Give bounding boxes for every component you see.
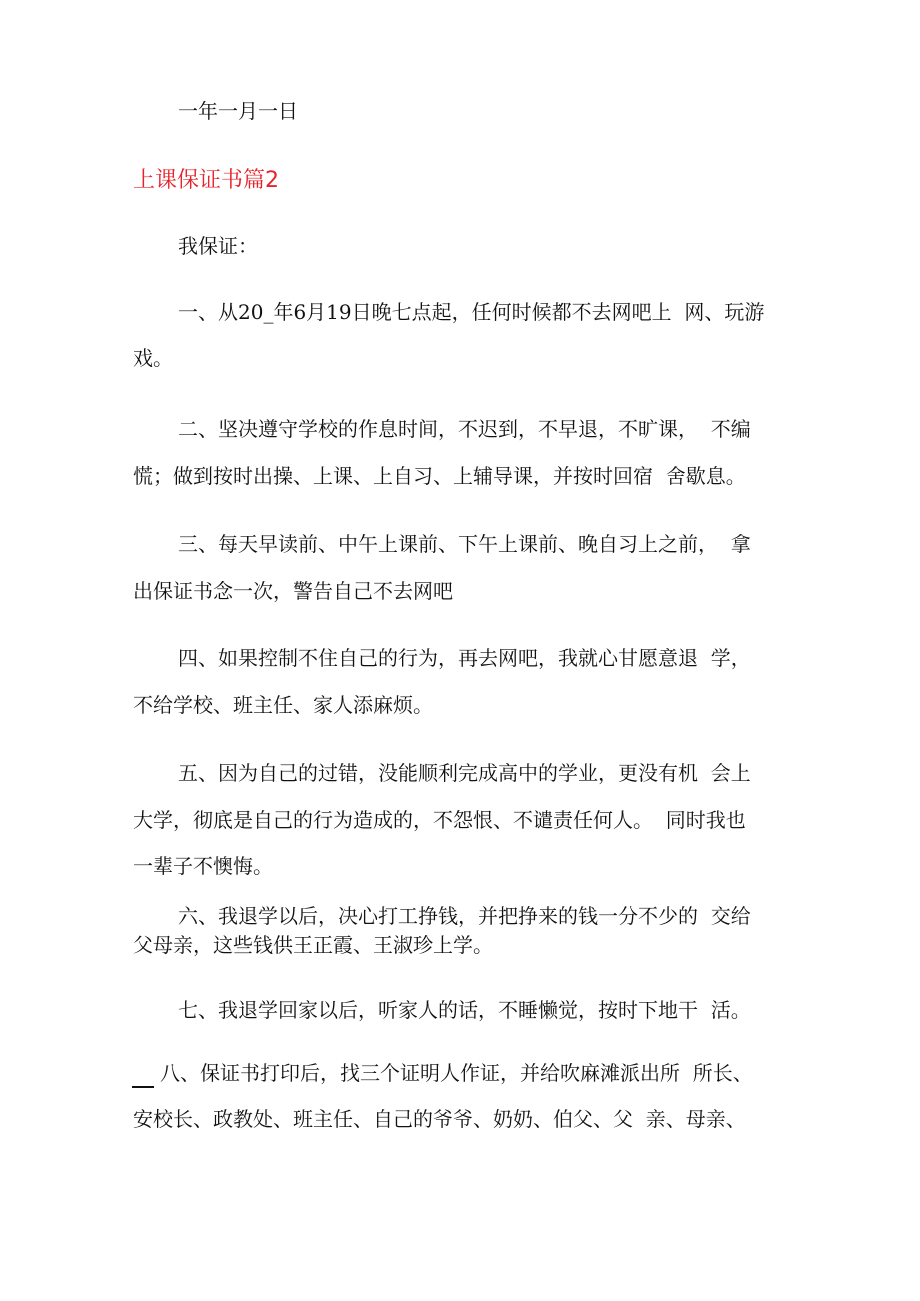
paragraph-7-line-1: 七、我退学回家以后，听家人的话，不睡懒觉，按时下地干 活。 [178,998,751,1022]
margin-dash-mark [132,1086,154,1088]
paragraph-5-line-1: 五、因为自己的过错，没能顺利完成高中的学业，更没有机 会上 [178,761,751,785]
section-heading: 上课保证书篇2 [133,168,279,193]
paragraph-8-line-1: 八、保证书打印后，找三个证明人作证，并给吹麻滩派出所 所长、 [160,1061,753,1085]
paragraph-5-line-2: 大学，彻底是自己的行为造成的，不怨恨、不谴责任何人。 同时我也 [133,808,746,832]
paragraph-2-line-2: 慌；做到按时出操、上课、上自习、上辅导课，并按时回宿 舍歇息。 [133,464,746,488]
paragraph-6-line-2: 父母亲，这些钱供王正霞、王淑珍上学。 [133,933,493,957]
paragraph-3-line-1: 三、每天早读前、中午上课前、下午上课前、晚自习上之前， 拿 [178,532,751,556]
paragraph-8-line-2: 安校长、政教处、班主任、自己的爷爷、奶奶、伯父、父 亲、母亲、 [133,1107,746,1131]
paragraph-3-line-2: 出保证书念一次，警告自己不去网吧 [133,579,453,603]
paragraph-2-line-1: 二、坚决遵守学校的作息时间，不迟到，不早退，不旷课， 不编 [178,417,751,441]
paragraph-1-line-1: 一、从20_年6月19日晚七点起，任何时候都不去网吧上 网、玩游 [178,300,765,324]
date-line: 一年一月一日 [178,99,298,123]
paragraph-5-line-3: 一辈子不懊悔。 [133,854,273,878]
paragraph-6-line-1: 六、我退学以后，决心打工挣钱，并把挣来的钱一分不少的 交给 [178,904,751,928]
paragraph-4-line-2: 不给学校、班主任、家人添麻烦。 [133,693,433,717]
intro-text: 我保证： [178,234,258,258]
paragraph-4-line-1: 四、如果控制不住自己的行为，再去网吧，我就心甘愿意退 学， [178,646,751,670]
paragraph-1-line-2: 戏。 [133,346,173,370]
